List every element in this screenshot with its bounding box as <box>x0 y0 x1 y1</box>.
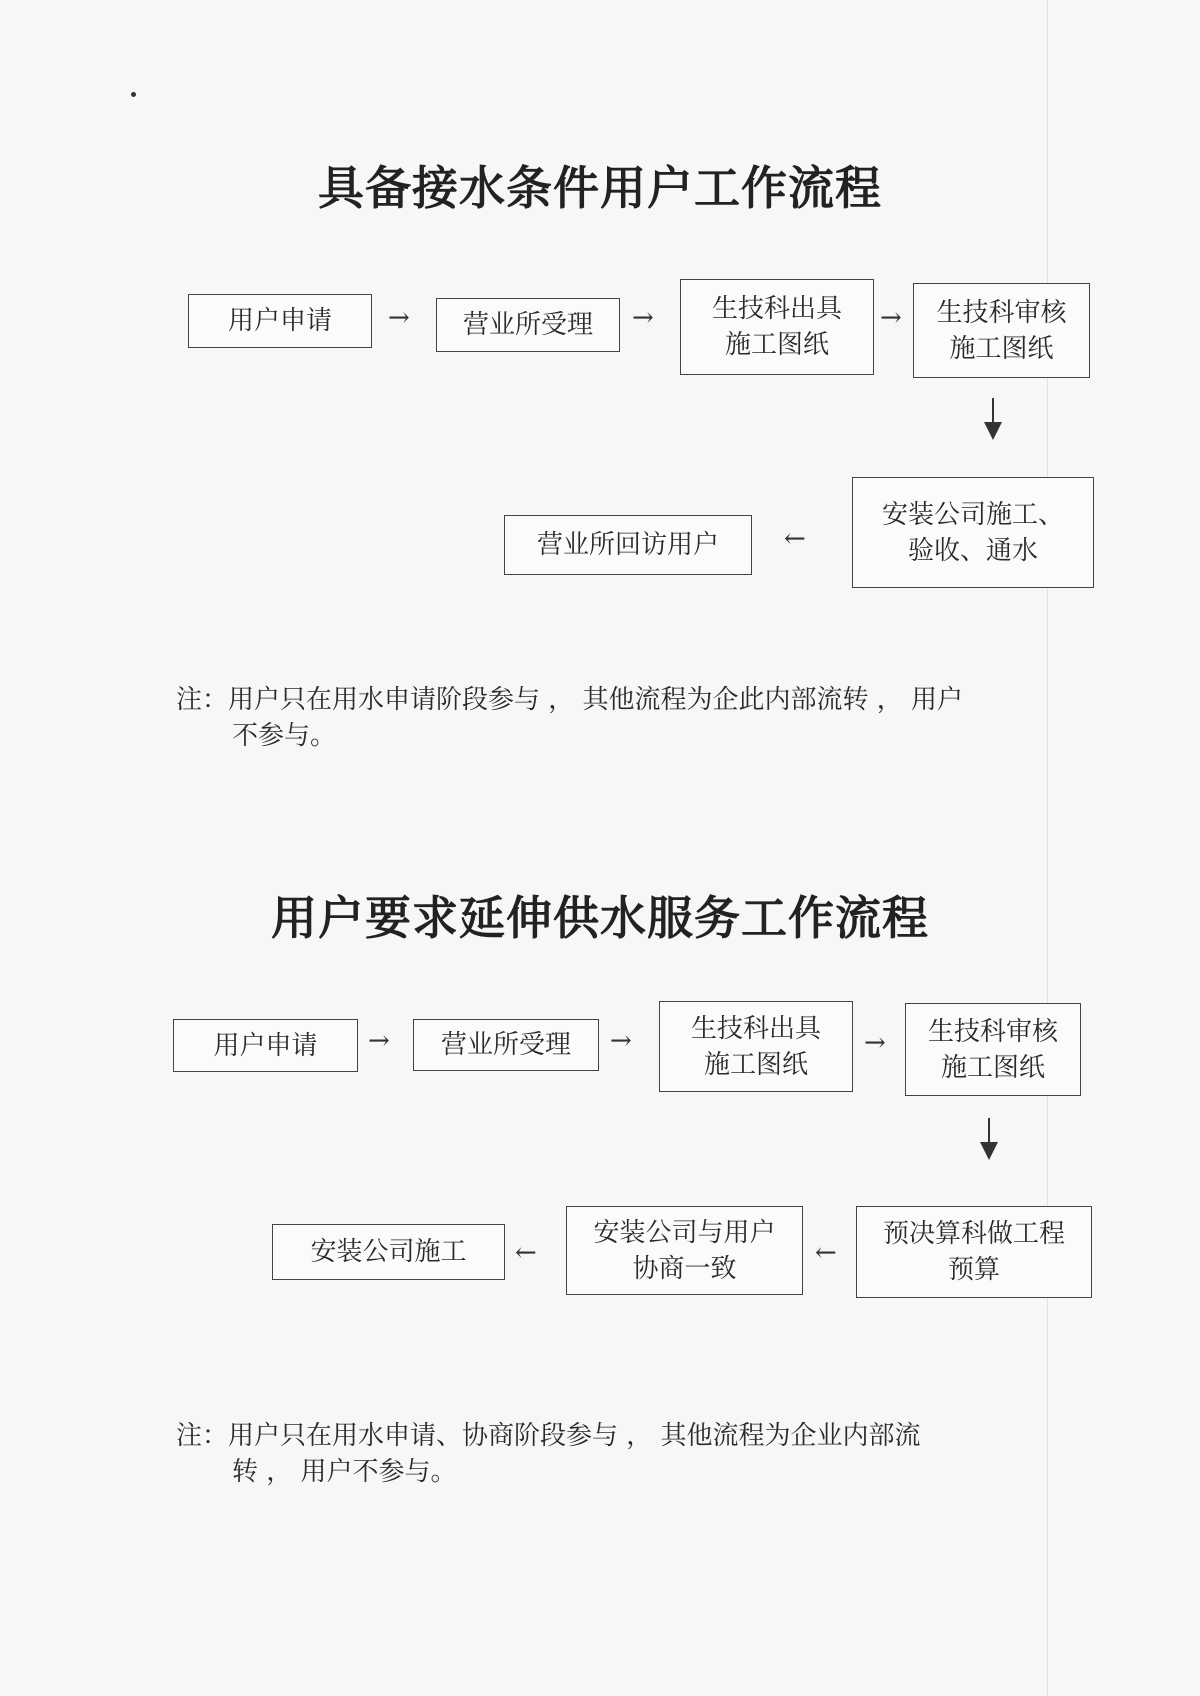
s1-arrow-1: → <box>388 303 410 333</box>
s2-step-install <box>272 1224 505 1280</box>
s1-step-accept <box>436 298 620 352</box>
s2-step-apply-label: 用户申请 <box>213 1030 318 1061</box>
s2-step-budget-l1: 预决算科做工程 <box>882 1219 1065 1249</box>
s2-arrow-down <box>988 1118 990 1158</box>
s2-note <box>176 1418 921 1490</box>
s1-note-line2: 不参与。 <box>232 721 337 751</box>
s2-step-budget-l2: 预算 <box>947 1255 1000 1285</box>
s2-step-review-drawings <box>905 1003 1081 1096</box>
s1-step-apply <box>188 294 372 348</box>
s2-step-negotiate-l1: 安装公司与用户 <box>593 1217 776 1248</box>
s2-arrow-2: → <box>610 1026 632 1056</box>
section1-title: 具备接水条件用户工作流程 <box>318 161 882 215</box>
s2-step-issue-drawings <box>659 1001 853 1092</box>
s1-step-accept-label: 营业所受理 <box>462 310 593 340</box>
s1-step-issue-drawings <box>680 279 874 375</box>
s2-step-issue-l1: 生技科出具 <box>690 1013 821 1044</box>
s1-step-apply-label: 用户申请 <box>227 306 332 336</box>
s1-step-install-accept-water <box>852 477 1094 588</box>
s2-step-review-l1: 生技科审核 <box>927 1016 1058 1047</box>
s1-step-issue-l2: 施工图纸 <box>724 330 829 360</box>
s1-arrow-2: → <box>632 303 654 333</box>
s1-step-install-l2: 验收、通水 <box>907 535 1038 566</box>
s2-step-accept-label: 营业所受理 <box>440 1030 571 1060</box>
s2-step-apply <box>173 1019 358 1072</box>
s1-step-review-l1: 生技科审核 <box>936 297 1067 328</box>
s1-step-issue-l1: 生技科出具 <box>711 294 842 324</box>
s1-arrow-3: → <box>880 303 902 333</box>
s2-arrow-1: → <box>368 1026 390 1056</box>
s2-step-negotiate <box>566 1206 803 1295</box>
s2-step-install-label: 安装公司施工 <box>310 1237 467 1267</box>
s1-note-line1: 注：用户只在用水申请阶段参与 ， 其他流程为企此内部流转 ， 用户 <box>176 685 964 715</box>
s2-note-line1: 注：用户只在用水申请、协商阶段参与 ， 其他流程为企业内部流 <box>176 1421 921 1451</box>
s1-step-review-drawings <box>913 283 1090 378</box>
s2-step-negotiate-l2: 协商一致 <box>632 1253 737 1284</box>
s1-note <box>176 682 963 754</box>
s2-arrow-3: → <box>864 1028 886 1058</box>
s1-step-review-l2: 施工图纸 <box>949 333 1054 364</box>
section2-title: 用户要求延伸供水服务工作流程 <box>271 891 929 945</box>
s1-arrow-4: ← <box>784 524 806 554</box>
page-edge-line <box>1047 0 1048 1696</box>
s2-step-issue-l2: 施工图纸 <box>703 1049 808 1080</box>
s2-arrow-5: ← <box>515 1238 537 1268</box>
s1-step-revisit-label: 营业所回访用户 <box>536 530 719 560</box>
s2-step-review-l2: 施工图纸 <box>940 1052 1045 1083</box>
scan-speck <box>131 92 136 97</box>
s2-arrow-4: ← <box>815 1238 837 1268</box>
s1-arrow-down <box>992 398 994 438</box>
s2-step-budget <box>856 1206 1092 1298</box>
s2-note-line2: 转 ， 用户不参与。 <box>232 1457 457 1487</box>
s1-step-revisit <box>504 515 752 575</box>
s2-step-accept <box>413 1019 599 1071</box>
s1-step-install-l1: 安装公司施工、 <box>881 499 1064 530</box>
